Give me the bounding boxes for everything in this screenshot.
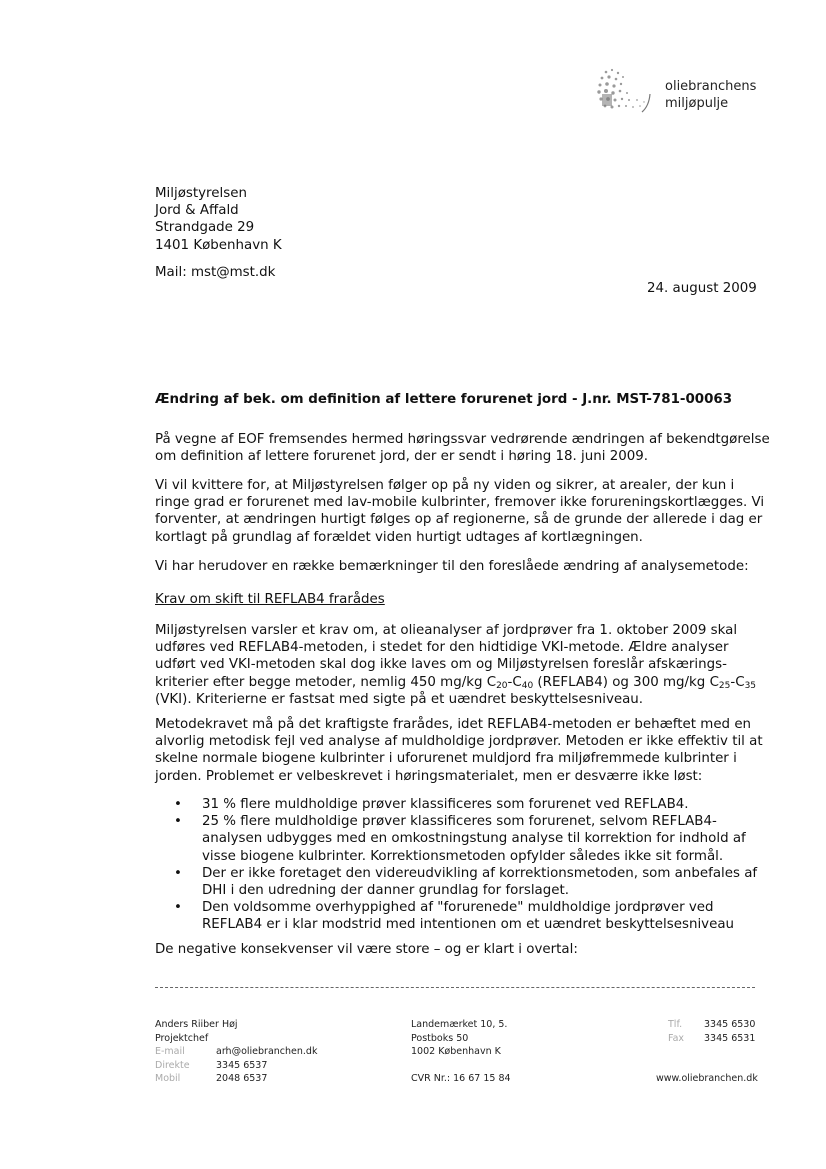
footer-phone-labels [668,1018,684,1045]
subject-line: Ændring af bek. om definition af lettere forurenet jord - J.nr. MST-781-00063 [155,392,733,407]
section-heading-text: Krav om skift til REFLAB4 frarådes [155,592,385,607]
footer-contact-labels [155,1045,210,1086]
bullet-list [170,796,757,934]
text-line: De negative konsekvenser vil være store – og er klart i overtal: [155,942,578,957]
list-item [170,865,757,899]
paragraph-method-error [155,716,765,785]
paragraph-consequences [155,941,765,958]
footer-divider [155,987,755,988]
text-line: om definition af lettere forurenet jord, der er sendt i høring 18. juni 2009. [155,449,649,465]
text-line: skelne normale biogene kulbrinter i uforurenet muldjord fra miljøfremmede kulbrinter i [155,751,737,767]
paragraph-acknowledgement [155,477,765,546]
text-line: udført ved VKI-metoden skal dog ikke laves om og Miljøstyrelsen foreslår afskærings- [155,657,727,673]
recipient-address [155,185,282,254]
logo-line-2: miljøpulje [665,96,729,111]
footer-contact-values [216,1045,317,1086]
text-line: ringe grad er forurenet med lav-mobile kulbrinter, fremover ikke forureningskortlægges. Vi [155,495,765,511]
mobile-label: Mobil [155,1073,181,1084]
text-line: forventer, at ændringen hurtigt følges op af regionerne, så de grunde der allerede i dag er [155,512,763,528]
paragraph-intro [155,431,770,465]
text-line: visse biogene kulbrinter. Korrektionsmetoden opfylder således ikke sit formål. [202,848,724,864]
contact-email: arh@oliebranchen.dk [216,1046,318,1057]
recipient-name: Miljøstyrelsen [155,186,247,201]
text-line: alvorlig metodisk fejl ved analyse af muldholdige jordprøver. Metoden er ikke effektiv til at [155,734,763,750]
text-line: På vegne af EOF fremsendes hermed høringssvar vedrørende ændringen af bekendtgørelse [155,432,770,447]
text-fragment: (REFLAB4) og 300 mg/kg C [533,674,719,690]
footer-address [411,1018,507,1059]
text-line: kortlagt på grundlag af forældet viden hurtigt udtages af kortlægningen. [155,529,643,545]
tlf-label: Tlf. [668,1019,683,1030]
text-line: Vi har herudover en række bemærkninger til den foreslåede ændring af analysemetode: [155,559,749,574]
address-city: 1002 København K [411,1046,501,1057]
paragraph-requirement [155,622,765,708]
section-heading [155,591,765,608]
office-fax: 3345 6531 [704,1032,756,1044]
text-line: Vi vil kvittere for, at Miljøstyrelsen følger op på ny viden og sikrer, at arealer, der kun i [155,478,735,493]
bullet-icon: • [174,814,182,830]
text-fragment: -C [730,674,745,690]
text-fragment: -C [507,674,522,690]
text-fragment: kriterier efter begge metoder, nemlig 450 mg/kg C [155,674,497,690]
logo-line-1: oliebranchens [665,79,757,94]
footer-website: www.oliebranchen.dk [656,1073,758,1084]
text-line: (VKI). Kriterierne er fastsat med sigte på et uændret beskyttelsesniveau. [155,691,644,707]
recipient-mail: Mail: mst@mst.dk [155,265,276,280]
subscript: 40 [521,680,534,691]
contact-title: Projektchef [155,1032,209,1044]
email-label: E-mail [155,1046,185,1057]
text-line: DHI i den udredning der danner grundlag for forslaget. [202,883,569,899]
text-line: Metodekravet må på det kraftigste frarådes, idet REFLAB4-metoden er behæftet med en [155,717,752,732]
address-postbox: Postboks 50 [411,1032,469,1044]
text-line: Miljøstyrelsen varsler et krav om, at olieanalyser af jordprøver fra 1. oktober 2009 skal [155,623,738,638]
text-line: 31 % flere muldholdige prøver klassificeres som forurenet ved REFLAB4. [202,797,689,812]
contact-direct-phone: 3345 6537 [216,1059,268,1071]
recipient-department: Jord & Affald [155,203,239,219]
paragraph-remarks [155,558,765,575]
text-line: Den voldsomme overhyppighed af "forurenede" muldholdige jordprøver ved [202,900,714,916]
text-line-criteria [155,674,765,691]
list-item [170,813,757,865]
bullet-icon: • [174,865,182,881]
fax-label: Fax [668,1032,685,1044]
letter-date: 24. august 2009 [647,281,757,296]
logo-mark [592,64,656,116]
contact-name: Anders Riiber Høj [155,1019,238,1030]
subscript: 25 [718,680,731,691]
address-street: Landemærket 10, 5. [411,1019,508,1030]
list-item [170,796,757,813]
contact-mobile-phone: 2048 6537 [216,1073,268,1084]
text-line: analysen udbygges med en omkostningstung analyse til korrektion for indhold af [202,831,746,847]
recipient-street: Strandgade 29 [155,220,255,236]
list-item [170,899,757,933]
subscript: 35 [744,680,757,691]
text-line: 25 % flere muldholdige prøver klassificeres som forurenet, selvom REFLAB4- [202,814,717,830]
text-line: Der er ikke foretaget den videreudvikling af korrektionsmetoden, som anbefales af [202,865,758,881]
text-line: REFLAB4 er i klar modstrid med intentionen om et uændret beskyttelsesniveau [202,917,735,933]
office-phone: 3345 6530 [704,1019,756,1030]
direct-label: Direkte [155,1059,190,1071]
recipient-city: 1401 København K [155,237,282,253]
bullet-icon: • [174,797,182,812]
text-line: jorden. Problemet er velbeskrevet i høringsmaterialet, men er desværre ikke løst: [155,768,703,784]
subscript: 20 [496,680,508,691]
footer-contact-person [155,1018,238,1045]
logo-text [665,78,756,112]
footer-phone-values [704,1018,755,1045]
text-line: udføres ved REFLAB4-metoden, i stedet for den hidtidige VKI-metode. Ældre analyser [155,640,729,656]
bullet-icon: • [174,900,182,916]
footer-cvr: CVR Nr.: 16 67 15 84 [411,1073,511,1084]
